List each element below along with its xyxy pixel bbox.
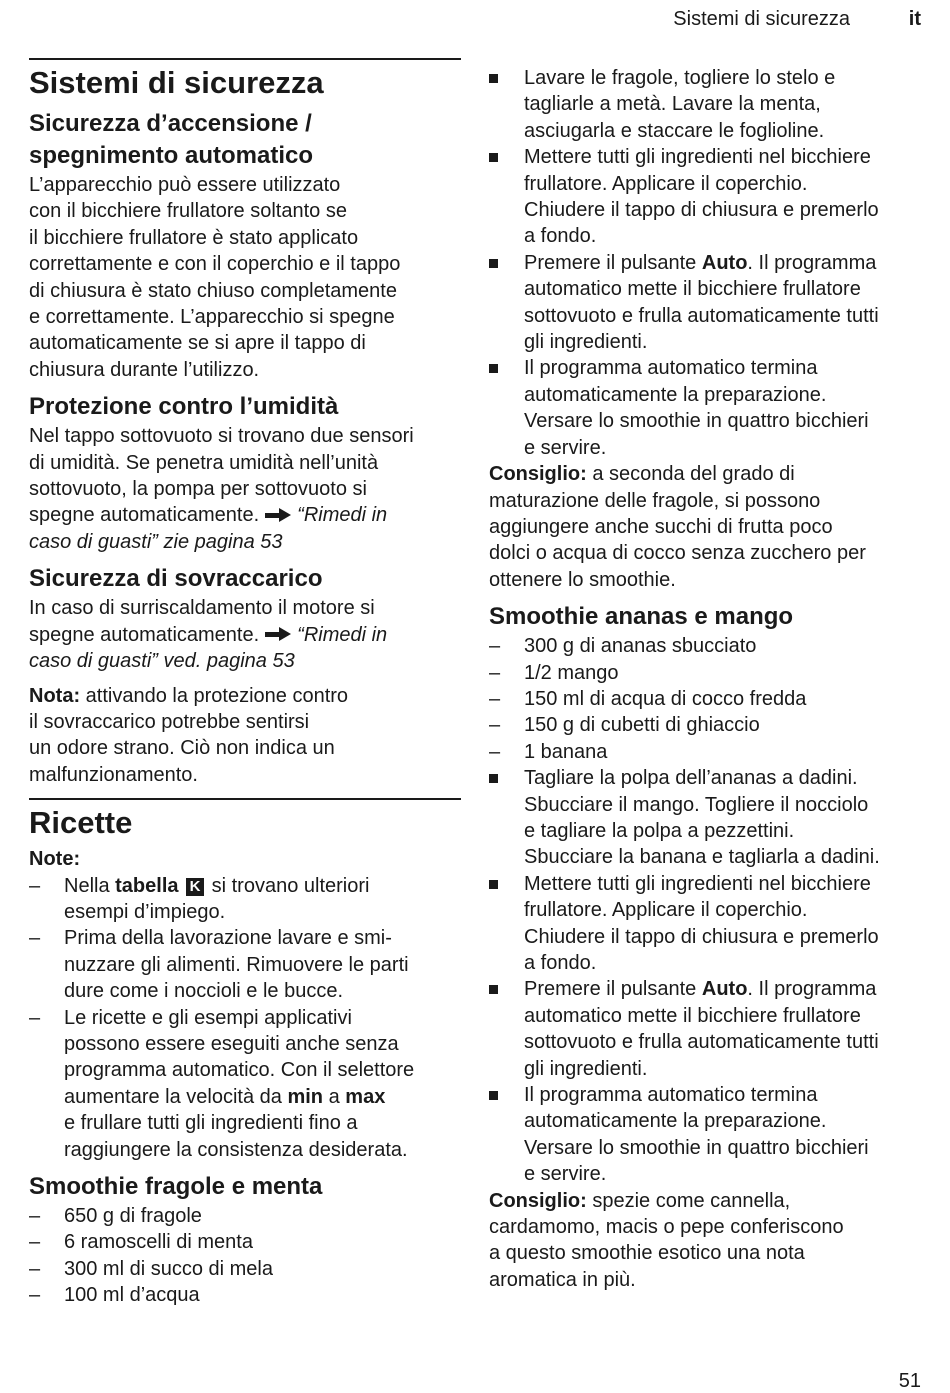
text-line: Versare lo smoothie in quattro bicchieri (524, 1136, 869, 1159)
table-reference: tabella (115, 874, 179, 897)
text-line: Versare lo smoothie in quattro bicchieri (524, 410, 869, 433)
text-line: Mettere tutti gli ingredienti nel bicchiere (524, 872, 871, 895)
text-line: attivando la protezione contro (80, 684, 349, 707)
ingredient-item: – 1 banana (489, 739, 929, 765)
right-column (489, 0, 929, 1293)
heading-auto-switch (29, 108, 461, 172)
text-line: frullatore. Applicare il coperchio. (524, 899, 808, 922)
text-line: aromatica in più. (489, 1268, 636, 1291)
text-line: malfunzionamento. (29, 763, 198, 786)
tip-label: Consiglio: (489, 1189, 587, 1212)
notes-label: Note: (29, 848, 81, 871)
paragraph-auto-switch (29, 172, 461, 383)
text-line: di umidità. Se penetra umidità nell’unità (29, 451, 379, 474)
header-title: Sistemi di sicurezza (673, 8, 850, 30)
auto-button-label: Auto (701, 978, 748, 1001)
step-item (489, 765, 929, 871)
text-line: maturazione delle fragole, si possono (489, 489, 821, 512)
text-line: gli ingredienti. (524, 1057, 648, 1080)
speed-min: min (287, 1085, 324, 1108)
step-item (489, 65, 929, 144)
arrow-right-icon (265, 627, 291, 641)
text-line: un odore strano. Ciò non indica un (29, 737, 335, 760)
text-line: esempi d’impiego. (64, 900, 226, 923)
heading-line: spegnimento automatico (29, 142, 314, 169)
text-line: frullatore. Applicare il coperchio. (524, 172, 808, 195)
heading-line: Sicurezza d’accensione / (29, 110, 312, 137)
heading-humidity: Protezione contro l’umidità (29, 393, 339, 421)
ingredient-item: – 6 ramoscelli di menta (29, 1229, 461, 1255)
ingredient-item: – 150 g di cubetti di ghiaccio (489, 712, 929, 738)
ingredient-item: – 100 ml d’acqua (29, 1282, 461, 1308)
text-line: sottovuoto e frulla automaticamente tutti (524, 304, 879, 327)
text-line: aggiungere anche succhi di frutta poco (489, 515, 833, 538)
auto-button-label: Auto (701, 251, 748, 274)
text-line: Il programma automatico termina (524, 1084, 818, 1107)
speed-max: max (345, 1085, 386, 1108)
text-line: e servire. (524, 1163, 607, 1186)
note-overload (29, 683, 461, 789)
table-k-badge: K (186, 878, 204, 896)
text-line: Prima della lavorazione lavare e smi- (64, 927, 392, 950)
text-line: automaticamente la preparazione. (524, 1110, 827, 1133)
heading-overload: Sicurezza di sovraccarico (29, 565, 323, 593)
text-line: programma automatico. Con il selettore (64, 1059, 415, 1082)
text-line: correttamente e con il coperchio e il tappo (29, 253, 401, 276)
ingredient-item: – 300 g di ananas sbucciato (489, 633, 929, 659)
text-run: . Il programma (747, 251, 877, 274)
text-run: Premere il pulsante (524, 978, 702, 1001)
text-line: gli ingredienti. (524, 331, 648, 354)
text-line: raggiungere la consistenza desiderata. (64, 1138, 408, 1161)
text-run: Nella (64, 874, 116, 897)
step-item (489, 1082, 929, 1188)
text-line: automaticamente la preparazione. (524, 383, 827, 406)
step-item (489, 871, 929, 977)
text-line: a fondo. (524, 952, 597, 974)
text-line: a fondo. (524, 225, 597, 248)
ingredients-list (29, 1203, 461, 1309)
cross-reference[interactable]: “Rimedi in (297, 504, 388, 527)
arrow-right-icon (265, 508, 291, 522)
notes-list (29, 873, 461, 1163)
page-number: 51 (898, 1370, 921, 1392)
text-line: Tagliare la polpa dell’ananas a dadini. (524, 767, 858, 790)
text-line: Sbucciare la banana e tagliarla a dadini. (524, 846, 880, 869)
text-run: spezie come cannella, (586, 1189, 791, 1212)
text-line: Nel tappo sottovuoto si trovano due sensori (29, 425, 414, 448)
text-line: e tagliare la polpa a pezzettini. (524, 819, 795, 842)
text-line: Sbucciare il mango. Togliere il nocciolo (524, 793, 869, 816)
text-line: Le ricette e gli esempi applicativi (64, 1006, 352, 1029)
text-line: Chiudere il tappo di chiusura e premerlo (524, 925, 879, 948)
section-title: Sistemi di sicurezza (29, 65, 324, 100)
text-line: a questo smoothie esotico una nota (489, 1242, 805, 1265)
list-item (29, 873, 461, 926)
text-run: a (323, 1085, 346, 1108)
text-line: L’apparecchio può essere utilizzato (29, 174, 341, 196)
text-line: tagliarle a metà. Lavare la menta, (524, 93, 821, 116)
list-item (29, 1005, 461, 1163)
text-line: Il programma automatico termina (524, 357, 818, 380)
step-item (489, 250, 929, 356)
section-rule (29, 58, 461, 60)
text-line: dolci o acqua di cocco senza zucchero per (489, 542, 866, 565)
ingredients-list (489, 633, 929, 1188)
steps-list (489, 65, 929, 461)
step-item (489, 976, 929, 1082)
text-line: cardamomo, macis o pepe conferiscono (489, 1216, 844, 1239)
text-line: chiusura durante l’utilizzo. (29, 358, 260, 381)
text-line: automaticamente se si apre il tappo di (29, 332, 366, 355)
text-line: e servire. (524, 436, 607, 459)
ingredient-item: – 300 ml di succo di mela (29, 1256, 461, 1282)
paragraph-overload (29, 595, 461, 674)
text-line: e correttamente. L’apparecchio si spegne (29, 306, 395, 329)
text-line: asciugarla e staccare le foglioline. (524, 119, 825, 142)
paragraph-humidity (29, 423, 461, 555)
text-line: di chiusura è stato chiuso completamente (29, 279, 397, 302)
text-line: nuzzare gli alimenti. Rimuovere le parti (64, 953, 409, 976)
step-item (489, 355, 929, 461)
text-line: sottovuoto, la pompa per sottovuoto si (29, 478, 367, 501)
text-line: il bicchiere frullatore è stato applicato (29, 226, 359, 249)
text-line: spegne automaticamente. (29, 623, 260, 646)
header-language: it (908, 8, 921, 30)
text-line: spegne automaticamente. (29, 504, 260, 527)
list-item (29, 925, 461, 1004)
text-line: sottovuoto e frulla automaticamente tutti (524, 1031, 879, 1054)
text-line: il sovraccarico potrebbe sentirsi (29, 710, 310, 733)
text-line: In caso di surriscaldamento il motore si (29, 597, 375, 620)
text-line: automatico mette il bicchiere frullatore (524, 278, 861, 301)
text-line: e frullare tutti gli ingredienti fino a (64, 1112, 358, 1135)
text-run: . Il programma (747, 978, 877, 1001)
cross-reference[interactable]: “Rimedi in (297, 623, 388, 646)
text-line: ottenere lo smoothie. (489, 568, 676, 591)
heading-pineapple-smoothie: Smoothie ananas e mango (489, 603, 794, 631)
cross-reference[interactable]: caso di guasti” zie pagina 53 (29, 530, 283, 553)
text-run: si trovano ulteriori (206, 874, 370, 897)
cross-reference[interactable]: caso di guasti” ved. pagina 53 (29, 650, 295, 673)
text-line: con il bicchiere frullatore soltanto se (29, 200, 347, 223)
note-label: Nota: (29, 684, 81, 707)
step-item (489, 144, 929, 250)
text-line: Lavare le fragole, togliere lo stelo e (524, 67, 836, 89)
text-run: aumentare la velocità da (64, 1085, 288, 1108)
ingredient-item: – 650 g di fragole (29, 1203, 461, 1229)
left-column (29, 0, 461, 1309)
text-line: automatico mette il bicchiere frullatore (524, 1004, 861, 1027)
tip-strawberry (489, 461, 929, 593)
ingredient-item: – 1/2 mango (489, 660, 929, 686)
text-line: Mettere tutti gli ingredienti nel bicchiere (524, 146, 871, 169)
text-line: Chiudere il tappo di chiusura e premerlo (524, 199, 879, 222)
recipes-title: Ricette (29, 805, 133, 841)
text-run: a seconda del grado di (586, 463, 795, 486)
section-rule (29, 798, 461, 800)
ingredient-item: – 150 ml di acqua di cocco fredda (489, 686, 929, 712)
text-run: Premere il pulsante (524, 251, 702, 274)
text-line: possono essere eseguiti anche senza (64, 1032, 399, 1055)
tip-label: Consiglio: (489, 463, 587, 486)
heading-strawberry-smoothie: Smoothie fragole e menta (29, 1173, 323, 1200)
text-line: dure come i noccioli e le bucce. (64, 980, 344, 1003)
tip-pineapple (489, 1188, 929, 1294)
